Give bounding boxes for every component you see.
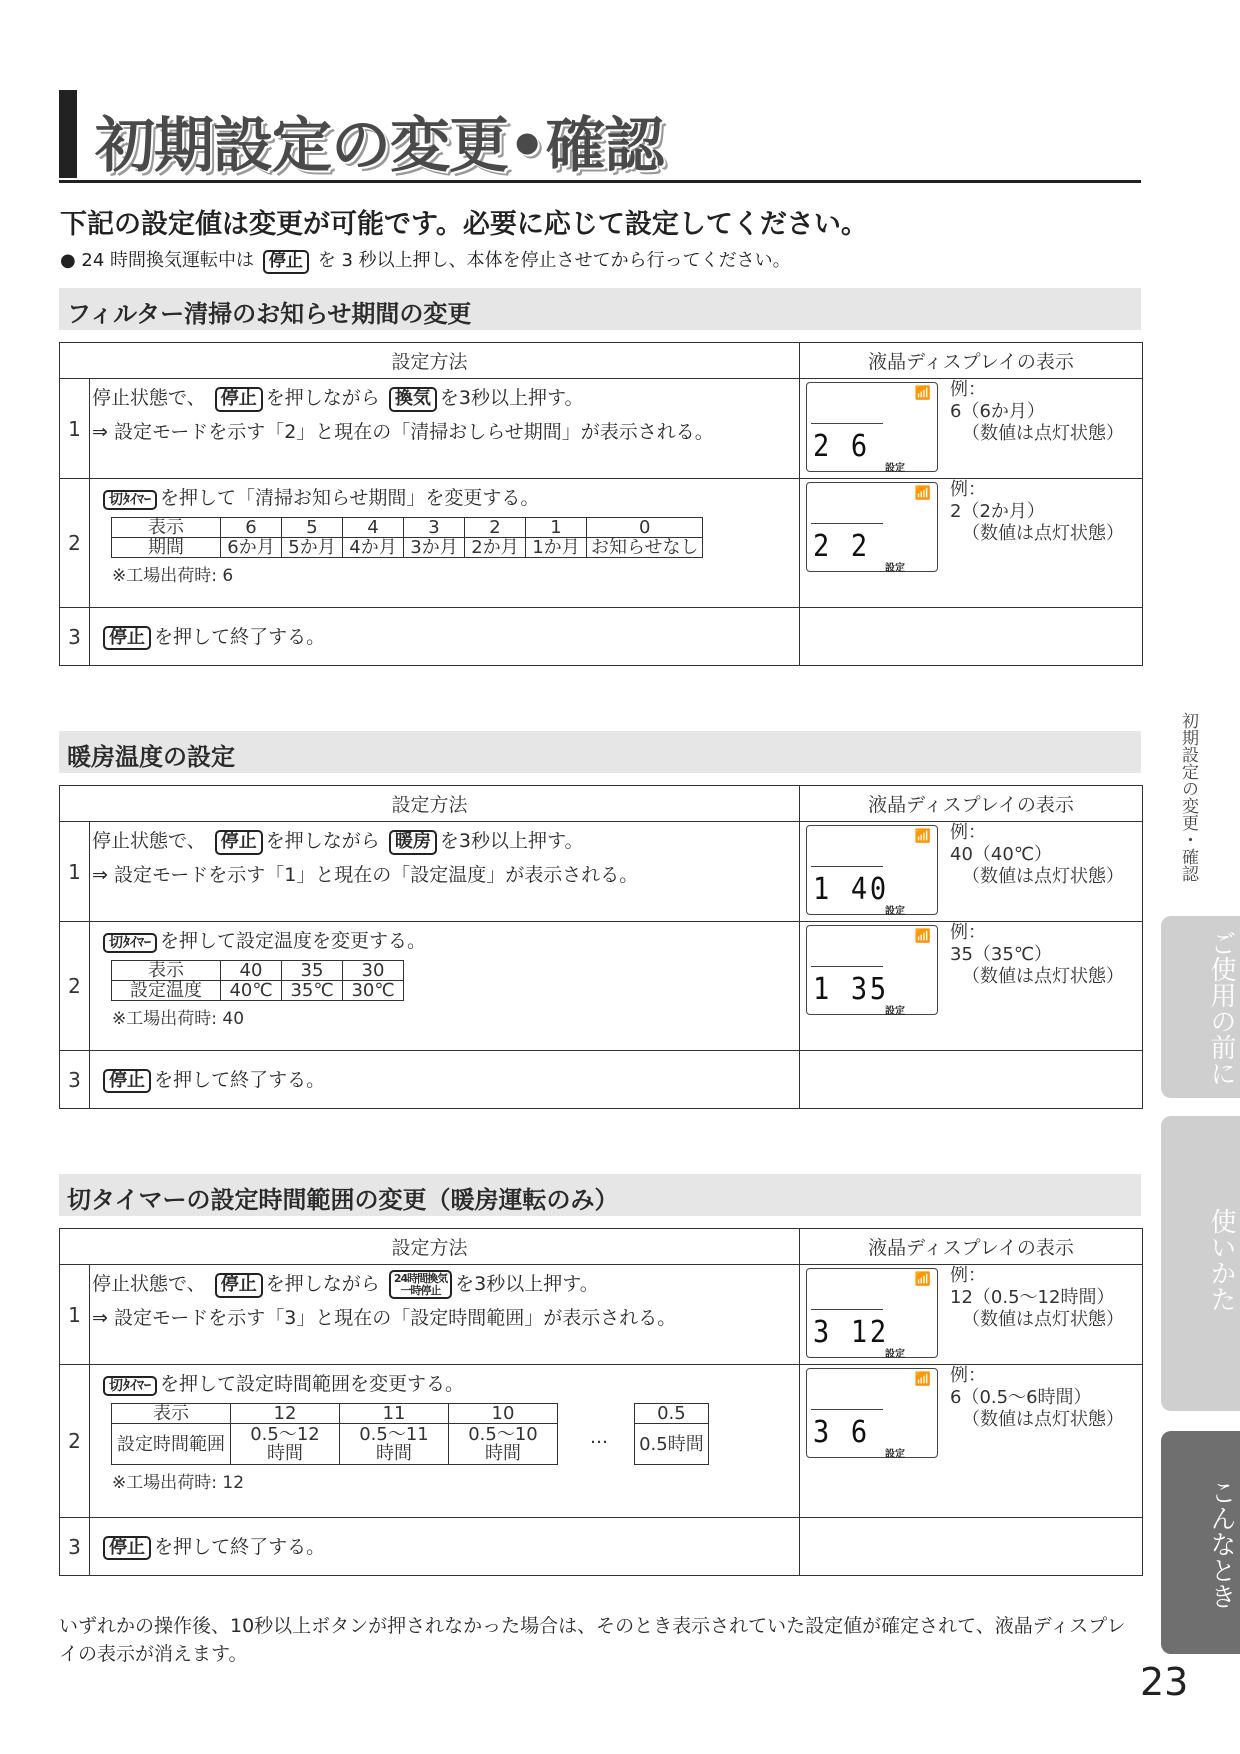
title-accent-bar: [59, 90, 77, 178]
lcd-display: [806, 925, 938, 1015]
lcd-cell: [800, 1365, 1143, 1518]
wifi-signal-icon: 📶: [914, 1272, 932, 1287]
stop-key: 停止: [215, 1273, 263, 1298]
tab-label: こんなとき: [1206, 1479, 1236, 1609]
settings-table-filter: [59, 342, 1143, 666]
lcd-digits: 1 35: [813, 972, 889, 1007]
lcd-cell-empty: [800, 1051, 1143, 1109]
lcd-display: [806, 1368, 938, 1458]
ventilation-key: 換気: [389, 387, 437, 412]
lcd-set-label: 設定: [885, 1006, 906, 1017]
timer-key: 切ﾀｲﾏｰ: [103, 933, 157, 953]
lcd-set-label: 設定: [885, 1449, 906, 1460]
step-number: 2: [60, 479, 90, 608]
example-text: 例： 40（40℃） （数値は点灯状態）: [950, 822, 1125, 887]
lcd-display: [806, 1268, 938, 1358]
header-display: 液晶ディスプレイの表示: [800, 1229, 1143, 1265]
step-number: 3: [60, 1051, 90, 1109]
step-3: 停止 を押して終了する。: [90, 608, 800, 666]
stop-key: 停止: [103, 1536, 151, 1561]
lcd-cell: [800, 922, 1143, 1051]
step-3: 停止 を押して終了する。: [90, 1051, 800, 1109]
note-pre: ● 24 時間換気運転中は: [60, 250, 255, 271]
footer-note: いずれかの操作後、10秒以上ボタンが押されなかった場合は、そのとき表示されていた設定値が確定されて、液晶ディスプレイの表示が消えます。: [59, 1615, 1126, 1665]
timer-key: 切ﾀｲﾏｰ: [103, 1376, 157, 1396]
wifi-signal-icon: 📶: [914, 929, 932, 944]
stop-key: 停止: [103, 1069, 151, 1094]
lcd-set-label: 設定: [885, 463, 906, 474]
header-method: 設定方法: [60, 343, 800, 379]
section-title: 暖房温度の設定: [67, 743, 235, 771]
tab-label: ご使用の前に: [1206, 930, 1236, 1086]
step-number: 1: [60, 379, 90, 479]
example-text: 例： 12（0.5〜12時間） （数値は点灯状態）: [950, 1265, 1125, 1330]
lcd-display: [806, 382, 938, 472]
step-1: 停止状態で、 停止 を押しながら 24時間換気 一時停止 を3秒以上押す。 ⇒ 設定モードを示す「3」と現在の「設定時間範囲」が表示される。: [90, 1265, 800, 1365]
step-2: 切ﾀｲﾏｰ を押して設定時間範囲を変更する。 表示 12 11 10 設定時間範囲 0.5〜12 時間 0.5〜11 時間 0.5〜10 時間 … 0.5 0.5時間 ※工場出荷時: 12: [90, 1365, 800, 1518]
lead-text: 下記の設定値は変更が可能です。必要に応じて設定してください。: [60, 209, 868, 240]
tab-how-to-use[interactable]: [1161, 1116, 1240, 1411]
lcd-cell: [800, 822, 1143, 922]
lcd-cell-empty: [800, 1518, 1143, 1576]
example-text: 例： 2（2か月） （数値は点灯状態）: [950, 479, 1125, 544]
lcd-digits: 3 6: [813, 1415, 870, 1450]
stop-key: 停止: [263, 250, 309, 274]
wifi-signal-icon: 📶: [914, 486, 932, 501]
lcd-display: [806, 482, 938, 572]
header-display: 液晶ディスプレイの表示: [800, 786, 1143, 822]
example-text: 例： 6（0.5〜6時間） （数値は点灯状態）: [950, 1365, 1125, 1430]
lcd-display: [806, 825, 938, 915]
lcd-digits: 3 12: [813, 1315, 889, 1350]
step-number: 1: [60, 1265, 90, 1365]
step-number: 2: [60, 1365, 90, 1518]
lcd-set-label: 設定: [885, 906, 906, 917]
stop-key: 停止: [215, 387, 263, 412]
step-number: 3: [60, 608, 90, 666]
lcd-digits: 1 40: [813, 872, 889, 907]
section-title: フィルター清掃のお知らせ期間の変更: [67, 300, 472, 328]
heating-key: 暖房: [389, 830, 437, 855]
lcd-set-label: 設定: [885, 563, 906, 574]
stop-key: 停止: [103, 626, 151, 651]
section-heading-timer: [59, 1174, 1141, 1216]
step-number: 3: [60, 1518, 90, 1576]
note-text: [60, 246, 791, 274]
header-display: 液晶ディスプレイの表示: [800, 343, 1143, 379]
tab-before-use[interactable]: [1161, 916, 1240, 1098]
header-method: 設定方法: [60, 1229, 800, 1265]
lcd-set-label: 設定: [885, 1349, 906, 1360]
value-table: 表示 6 5 4 3 2 1 0 期間 6か月 5か月 4か月 3か月 2か月 1か月 お知らせなし: [111, 517, 703, 558]
step-2: 切ﾀｲﾏｰ を押して「清掃お知らせ期間」を変更する。 表示 6 5 4 3 2 1 0 期間 6か月 5か月 4か月 3か月 2か月 1か月 お知らせなし ※工場出荷時: 6: [90, 479, 800, 608]
tab-label: 使いかた: [1206, 1208, 1236, 1312]
ventilation-pause-key: 24時間換気 一時停止: [389, 1270, 452, 1299]
note-post: を 3 秒以上押し、本体を停止させてから行ってください。: [317, 250, 791, 271]
lcd-cell-empty: [800, 608, 1143, 666]
step-2: 切ﾀｲﾏｰ を押して設定温度を変更する。 表示 40 35 30 設定温度 40℃ 35℃ 30℃ ※工場出荷時: 40: [90, 922, 800, 1051]
timer-key: 切ﾀｲﾏｰ: [103, 490, 157, 510]
wifi-signal-icon: 📶: [914, 386, 932, 401]
step-1: 停止状態で、 停止 を押しながら 暖房 を3秒以上押す。 ⇒ 設定モードを示す「1」と現在の「設定温度」が表示される。: [90, 822, 800, 922]
side-section-title: 初期設定の変更・確認: [1178, 712, 1198, 882]
step-number: 1: [60, 822, 90, 922]
page-title: 初期設定の変更•確認: [95, 111, 664, 181]
ellipsis: …: [590, 1427, 609, 1448]
wifi-signal-icon: 📶: [914, 1372, 932, 1387]
page-number: 23: [1140, 1660, 1189, 1704]
lcd-digits: 2 6: [813, 429, 870, 464]
stop-key: 停止: [215, 830, 263, 855]
value-table: 表示 40 35 30 設定温度 40℃ 35℃ 30℃: [111, 960, 404, 1001]
example-text: 例： 6（6か月） （数値は点灯状態）: [950, 379, 1125, 444]
lcd-digits: 2 2: [813, 529, 870, 564]
step-number: 2: [60, 922, 90, 1051]
section-title: 切タイマーの設定時間範囲の変更（暖房運転のみ）: [67, 1186, 619, 1214]
factory-default: ※工場出荷時: 40: [112, 1009, 245, 1029]
step-1: 停止状態で、 停止 を押しながら 換気 を3秒以上押す。 ⇒ 設定モードを示す「2」と現在の「清掃おしらせ期間」が表示される。: [90, 379, 800, 479]
section-heading-filter: [59, 288, 1141, 330]
factory-default: ※工場出荷時: 6: [112, 566, 234, 586]
lcd-cell: [800, 479, 1143, 608]
tab-troubleshooting[interactable]: [1161, 1431, 1240, 1654]
settings-table-heating: [59, 785, 1143, 1109]
lcd-cell: [800, 1265, 1143, 1365]
lcd-cell: [800, 379, 1143, 479]
page-title-block: [59, 88, 1141, 183]
wifi-signal-icon: 📶: [914, 829, 932, 844]
value-table-last: 0.5 0.5時間: [634, 1403, 709, 1465]
step-3: 停止 を押して終了する。: [90, 1518, 800, 1576]
section-heading-heating: [59, 731, 1141, 773]
example-text: 例： 35（35℃） （数値は点灯状態）: [950, 922, 1125, 987]
settings-table-timer: [59, 1228, 1143, 1576]
factory-default: ※工場出荷時: 12: [112, 1473, 245, 1493]
value-table: 表示 12 11 10 設定時間範囲 0.5〜12 時間 0.5〜11 時間 0.5〜10 時間: [111, 1403, 558, 1465]
header-method: 設定方法: [60, 786, 800, 822]
